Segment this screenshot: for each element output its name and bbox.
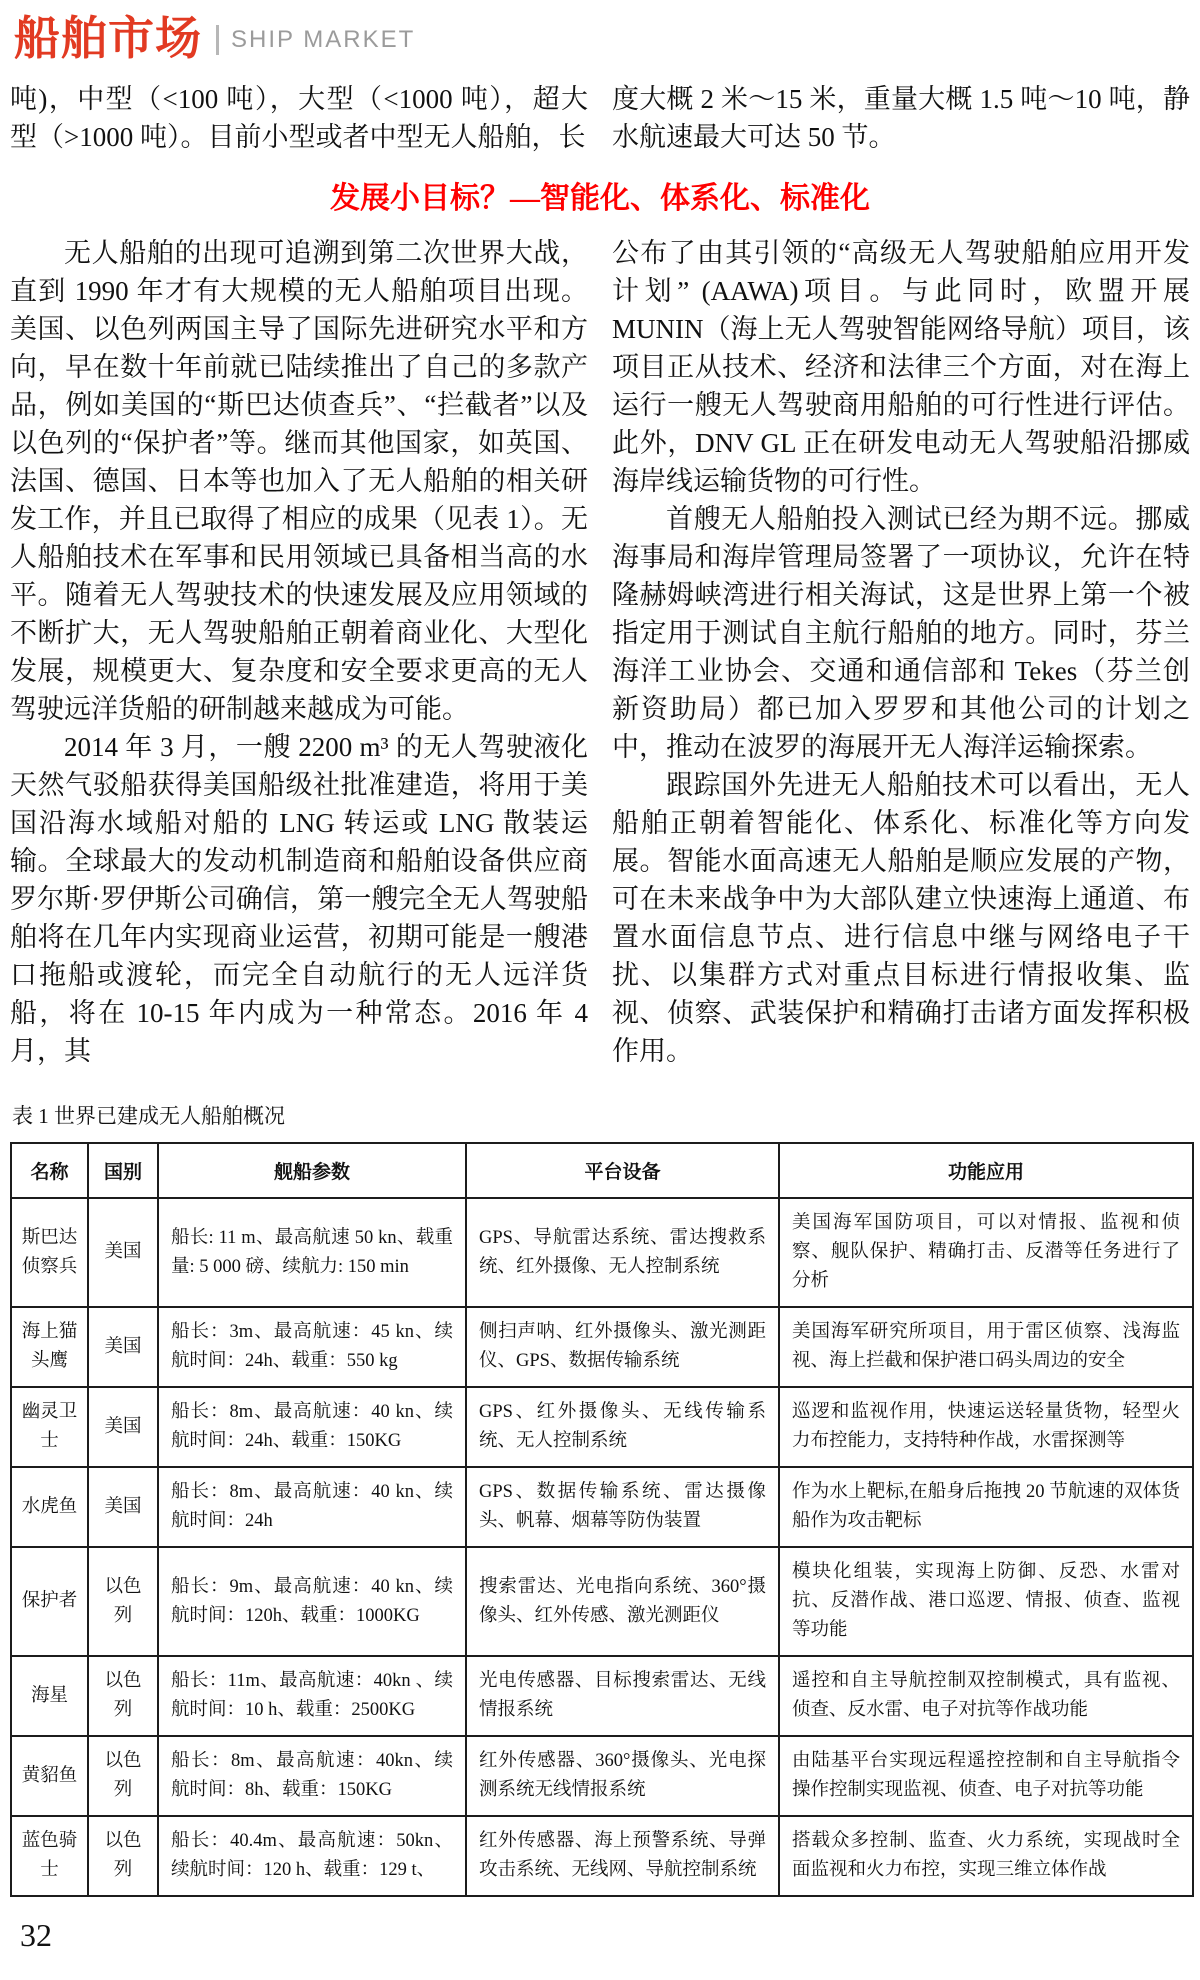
masthead [10,10,1190,72]
body-right-column [612,234,1190,1070]
table-cell-application: 搭载众多控制、监查、火力系统，实现战时全面监视和火力布控，实现三维立体作战 [779,1816,1193,1896]
table-cell-country: 美国 [88,1307,158,1387]
table-cell-country: 美国 [88,1467,158,1547]
table-row [11,1656,1193,1736]
body-columns [10,234,1190,1070]
table-cell-equipment: 光电传感器、目标搜索雷达、无线情报系统 [466,1656,779,1736]
table-cell-name: 海星 [11,1656,88,1736]
column-header-name: 名称 [11,1143,88,1198]
table-row [11,1467,1193,1547]
masthead-subtitle [216,25,415,62]
table-row [11,1198,1193,1307]
table-cell-country: 以色列 [88,1656,158,1736]
intro-right-paragraph: 度大概 2 米～15 米，重量大概 1.5 吨～10 吨，静水航速最大可达 50 节。 [612,84,1190,153]
body-paragraph: 跟踪国外先进无人船舶技术可以看出，无人船舶正朝着智能化、体系化、标准化等方向发展。智能水面高速无人船舶是顺应发展的产物，可在未来战争中为大部队建立快速海上通道、布置水面信息节点、进行信息中继与网络电子干扰、以集群方式对重点目标进行情报收集、监视、侦察、武装保护和精确打击诸方面发挥积极作用。 [612,770,1190,1067]
body-paragraph: 无人船舶的出现可追溯到第二次世界大战，直到 1990 年才有大规模的无人船舶项目出现。美国、以色列两国主导了国际先进研究水平和方向，早在数十年前就已陆续推出了自己的多款产品，例如美国的“斯巴达侦查兵”、“拦截者”以及以色列的“保护者”等。继而其他国家，如英国、法国、德国、日本等也加入了无人船舶的相关研发工作，并且已取得了相应的成果（见表 1）。无人船舶技术在军事和民用领域已具备相当高的水平。随着无人驾驶技术的快速发展及应用领域的不断扩大，无人驾驶船舶正朝着商业化、大型化发展，规模更大、复杂度和安全要求更高的无人驾驶远洋货船的研制越来越成为可能。 [10,238,588,725]
table-cell-application: 模块化组装，实现海上防御、反恐、水雷对抗、反潜作战、港口巡逻、情报、侦查、监视等功能 [779,1547,1193,1656]
table-cell-application: 遥控和自主导航控制双控制模式，具有监视、侦查、反水雷、电子对抗等作战功能 [779,1656,1193,1736]
table-cell-equipment: 搜索雷达、光电指向系统、360°摄像头、红外传感、激光测距仪 [466,1547,779,1656]
column-header-application: 功能应用 [779,1143,1193,1198]
table-row [11,1307,1193,1387]
column-header-equipment: 平台设备 [466,1143,779,1198]
table-cell-equipment: GPS、数据传输系统、雷达摄像头、帆幕、烟幕等防伪装置 [466,1467,779,1547]
table-cell-equipment: GPS、红外摄像头、无线传输系统、无人控制系统 [466,1387,779,1467]
table-cell-application: 美国海军研究所项目，用于雷区侦察、浅海监视、海上拦截和保护港口码头周边的安全 [779,1307,1193,1387]
table-cell-name: 蓝色骑士 [11,1816,88,1896]
table-cell-name: 海上猫头鹰 [11,1307,88,1387]
table-row [11,1816,1193,1896]
body-paragraph: 首艘无人船舶投入测试已经为期不远。挪威海事局和海岸管理局签署了一项协议，允许在特隆赫姆峡湾进行相关海试，这是世界上第一个被指定用于测试自主航行船舶的地方。同时，芬兰海洋工业协会、交通和通信部和 Tekes（芬兰创新资助局）都已加入罗罗和其他公司的计划之中，推动在波罗的海展开无人海洋运输探索。 [612,504,1190,763]
column-header-params: 舰船参数 [158,1143,466,1198]
divider-bar [216,25,219,55]
table-cell-name: 保护者 [11,1547,88,1656]
table-cell-params: 船长：8m、最高航速：40kn、续航时间：8h、载重：150KG [158,1736,466,1816]
page-number: 32 [20,1917,52,1953]
table-cell-params: 船长: 11 m、最高航速 50 kn、载重量: 5 000 磅、续航力: 150 min [158,1198,466,1307]
table-cell-application: 作为水上靶标,在船身后拖拽 20 节航速的双体货船作为攻击靶标 [779,1467,1193,1547]
table-cell-country: 美国 [88,1387,158,1467]
table-cell-params: 船长：8m、最高航速：40 kn、续航时间：24h [158,1467,466,1547]
table-header [11,1143,1193,1198]
column-header-country: 国别 [88,1143,158,1198]
intro-left-column [10,80,588,156]
table-cell-country: 以色列 [88,1736,158,1816]
intro-columns [10,80,1190,156]
table-cell-application: 巡逻和监视作用，快速运送轻量货物，轻型火力布控能力，支持特种作战，水雷探测等 [779,1387,1193,1467]
table-caption: 表 1 世界已建成无人船舶概况 [12,1104,285,1129]
table-row [11,1547,1193,1656]
table-cell-equipment: 侧扫声呐、红外摄像头、激光测距仪、GPS、数据传输系统 [466,1307,779,1387]
table-cell-name: 水虎鱼 [11,1467,88,1547]
table-header-row [11,1143,1193,1198]
body-paragraph: 2014 年 3 月，一艘 2200 m³ 的无人驾驶液化天然气驳船获得美国船级社批准建造，将用于美国沿海水域船对船的 LNG 转运或 LNG 散装运输。全球最大的发动机制造商和船舶设备供应商罗尔斯·罗伊斯公司确信，第一艘完全无人驾驶船舶将在几年内实现商业运营，初期可能是一艘港口拖船或渡轮，而完全自动航行的无人远洋货船，将在 10-15 年内成为一种常态。2016 年 4 月，其 [10,732,588,1067]
table-cell-equipment: 红外传感器、海上预警系统、导弹攻击系统、无线网、导航控制系统 [466,1816,779,1896]
table-cell-params: 船长：8m、最高航速：40 kn、续航时间：24h、载重：150KG [158,1387,466,1467]
table-body [11,1198,1193,1896]
table-cell-name: 斯巴达侦察兵 [11,1198,88,1307]
intro-left-paragraph: 吨)，中型（<100 吨），大型（<1000 吨），超大型（>1000 吨）。目前小型或者中型无人船舶，长 [10,84,588,153]
page-title-english: SHIP MARKET [231,26,416,54]
table-cell-params: 船长：3m、最高航速：45 kn、续航时间：24h、载重：550 kg [158,1307,466,1387]
table-cell-equipment: 红外传感器、360°摄像头、光电探测系统无线情报系统 [466,1736,779,1816]
table-row [11,1387,1193,1467]
intro-right-column [612,80,1190,156]
table-cell-name: 黄貂鱼 [11,1736,88,1816]
ships-table [10,1142,1194,1897]
table-cell-equipment: GPS、导航雷达系统、雷达搜救系统、红外摄像、无人控制系统 [466,1198,779,1307]
body-left-column [10,234,588,1070]
table-cell-country: 美国 [88,1198,158,1307]
body-paragraph: 公布了由其引领的“高级无人驾驶船舶应用开发计划” (AAWA)项目。与此同时，欧盟开展 MUNIN（海上无人驾驶智能网络导航）项目，该项目正从技术、经济和法律三个方面，对在海上运行一艘无人驾驶商用船舶的可行性进行评估。此外，DNV GL 正在研发电动无人驾驶船沿挪威海岸线运输货物的可行性。 [612,238,1190,497]
table-row [11,1736,1193,1816]
table-cell-params: 船长：9m、最高航速：40 kn、续航时间：120h、载重：1000KG [158,1547,466,1656]
table-cell-country: 以色列 [88,1547,158,1656]
table-cell-params: 船长：40.4m、最高航速：50kn、续航时间：120 h、载重：129 t、 [158,1816,466,1896]
table-cell-application: 美国海军国防项目，可以对情报、监视和侦察、舰队保护、精确打击、反潜等任务进行了分析 [779,1198,1193,1307]
table-cell-name: 幽灵卫士 [11,1387,88,1467]
table-cell-params: 船长：11m、最高航速：40kn 、续航时间：10 h、载重：2500KG [158,1656,466,1736]
section-heading: 发展小目标？—智能化、体系化、标准化 [330,182,870,216]
table-cell-application: 由陆基平台实现远程遥控控制和自主导航指令操作控制实现监视、侦查、电子对抗等功能 [779,1736,1193,1816]
page-title: 船舶市场 [14,12,202,64]
table-cell-country: 以色列 [88,1816,158,1896]
